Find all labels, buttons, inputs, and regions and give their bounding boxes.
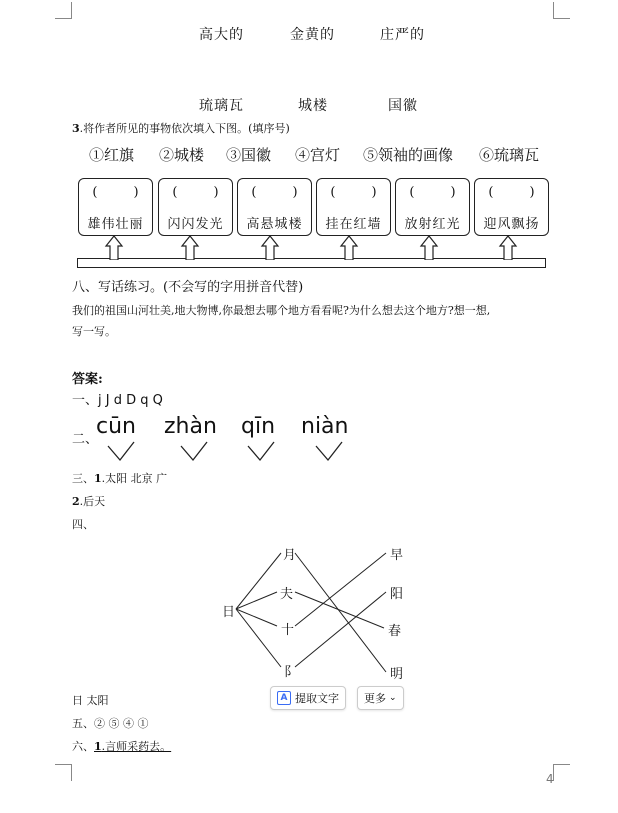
match-middle-1: 月 [283,548,297,563]
answer-6-text: .言师采药去。 [101,740,172,753]
answer-3b-num: 2 [72,495,80,508]
pinyin-1: cūn [96,414,136,439]
answer-3b-text: .后天 [79,495,106,508]
paren-close: ) [450,185,456,200]
paren-open: ( [92,185,98,200]
answer-3-num: 1 [94,472,102,485]
answer-4-result: 日 太阳 [72,694,109,707]
pinyin-4: niàn [301,414,349,439]
match-right-2: 阳 [390,587,404,602]
match-middle-3: 十 [281,623,295,638]
answer-1: 一、j J d D q Q [72,393,163,408]
paren-open: ( [251,185,257,200]
answer-4-label: 四、 [72,518,94,531]
paren-close: ) [213,185,219,200]
match-right-1: 早 [390,548,404,563]
pinyin-2: zhàn [164,414,217,439]
q3-prompt-text: .将作者所见的事物依次填入下图。(填序号) [79,122,290,135]
chevron-down-icon: ⌄ [389,693,397,703]
paren-close: ) [292,185,298,200]
section8-title: 八、写话练习。(不会写的字用拼音代替) [72,280,304,295]
match-left-char: 日 [222,605,236,620]
q3-phrase-6: 迎风飘扬 [483,217,540,232]
answer-3-text: .太阳 北京 广 [101,472,168,485]
extract-text-button[interactable] [270,686,346,710]
paren-open: ( [172,185,178,200]
match-right-3: 春 [388,624,402,639]
q3-item-1: ①红旗 [89,146,135,164]
paren-close: ) [133,185,139,200]
top-word-2: 金黄的 [290,27,335,43]
more-label: 更多 [364,692,386,705]
extract-text-label: 提取文字 [295,692,339,705]
answer-6-num: 1 [94,740,102,753]
top-word-3: 庄严的 [380,27,425,43]
answer-5: 五、② ⑤ ④ ① [72,717,149,730]
page-number: 4 [546,772,554,786]
mid-word-3: 国徽 [388,98,418,114]
q3-number: 3 [72,122,80,135]
paren-close: ) [371,185,377,200]
answer-2-label: 二、 [72,432,99,447]
match-right-4: 明 [390,667,404,682]
text-scan-icon: A [277,691,291,705]
paren-close: ) [529,185,535,200]
paren-open: ( [488,185,494,200]
match-middle-2: 夫 [280,587,294,602]
q3-phrase-4: 挂在红墙 [325,217,382,232]
match-middle-4: 阝 [284,665,298,680]
q3-item-5: ⑤领袖的画像 [363,146,454,164]
q3-phrase-1: 雄伟壮丽 [87,217,144,232]
top-word-1: 高大的 [199,27,244,43]
paren-open: ( [330,185,336,200]
q3-phrase-3: 高悬城楼 [246,217,303,232]
q3-phrase-2: 闪闪发光 [167,217,224,232]
q3-item-2: ②城楼 [159,146,205,164]
answer-6 [72,738,171,754]
q3-item-3: ③国徽 [226,146,272,164]
more-button[interactable] [357,686,404,710]
paren-open: ( [409,185,415,200]
mid-word-2: 城楼 [298,98,328,114]
q3-phrase-5: 放射红光 [404,217,461,232]
q3-item-4: ④宫灯 [295,146,341,164]
pinyin-3: qīn [241,414,276,439]
answer-6-label: 六、 [72,740,94,753]
q3-item-6: ⑥琉璃瓦 [479,146,540,164]
answer-3-label: 三、 [72,472,94,485]
mid-word-1: 琉璃瓦 [199,98,244,114]
section8-body-line1: 我们的祖国山河壮美,地大物博,你最想去哪个地方看看呢?为什么想去这个地方?想一想, [72,304,491,317]
section8-body-line2: 写一写。 [72,325,116,338]
answers-heading: 答案: [72,372,103,387]
